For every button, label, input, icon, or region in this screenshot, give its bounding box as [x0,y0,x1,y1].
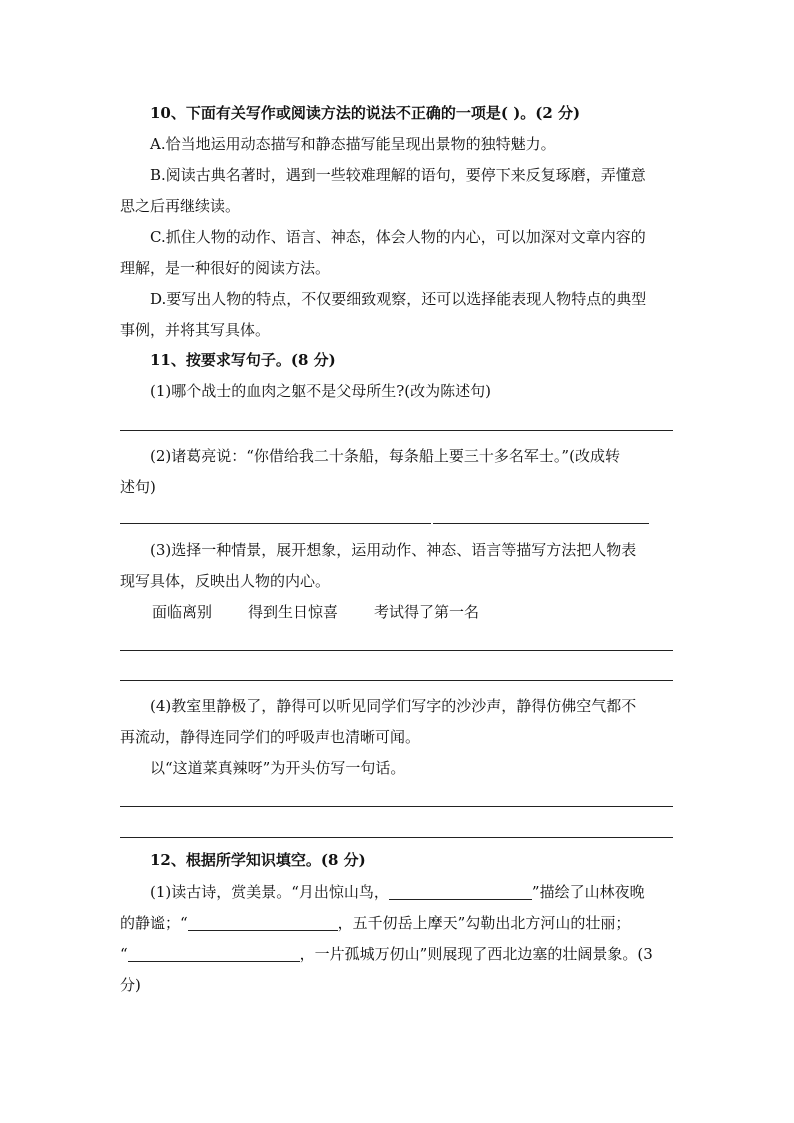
q12-line-4: 分) [120,976,141,994]
answer-line[interactable] [433,523,649,524]
q11-sentence-3-line1: (3)选择一种情景，展开想象，运用动作、神态、语言等描写方法把人物表 [150,541,637,559]
q12-line-1-end: ”描绘了山林夜晚 [531,883,645,901]
answer-line[interactable] [120,650,673,651]
q10-option-a: A.恰当地运用动态描写和静态描写能呈现出景物的独特魅力。 [150,135,556,153]
scenario-option: 面临离别 [152,603,213,621]
q12-line-3 [120,944,653,964]
q10-option-b-line1: B.阅读古典名著时，遇到一些较难理解的语句，要停下来反复琢磨，弄懂意 [150,166,646,184]
q10-title: 10、下面有关写作或阅读方法的说法不正确的一项是( )。(2 分) [150,104,581,122]
q11-sentence-4-line2: 再流动，静得连同学们的呼吸声也清晰可闻。 [120,728,421,746]
q11-sentence-4-line1: (4)教室里静极了，静得可以听见同学们写字的沙沙声，静得仿佛空气都不 [150,697,637,715]
q11-sentence-3-line2: 现写具体，反映出人物的内心。 [120,572,331,590]
answer-line[interactable] [120,680,673,681]
q10-option-d-line2: 事例，并将其写具体。 [120,321,271,339]
q12-line-3-start: “ [120,945,128,963]
q12-line-2-end: ，五千仞岳上摩天”勾勒出北方河山的壮丽； [337,914,631,932]
q11-sentence-4-instruction: 以“这道菜真辣呀”为开头仿写一句话。 [150,759,406,777]
q11-sentence-1: (1)哪个战士的血肉之躯不是父母所生?(改为陈述句) [150,382,491,400]
q12-line-3-end: ，一片孤城万仞山”则展现了西北边塞的壮阔景象。(3 [299,945,653,963]
fill-blank[interactable] [389,883,532,900]
q12-line-2-start: 的静谧；“ [120,914,188,932]
q10-option-b-line2: 思之后再继续读。 [120,197,241,215]
fill-blank[interactable] [188,914,338,931]
q12-title: 12、根据所学知识填空。(8 分) [150,851,366,869]
q10-option-d-line1: D.要写出人物的特点，不仅要细致观察，还可以选择能表现人物特点的典型 [150,290,647,308]
q11-sentence-2-line1: (2)诸葛亮说：“你借给我二十条船，每条船上要三十多名军士。”(改成转 [150,447,620,465]
scenario-option: 考试得了第一名 [374,603,480,621]
q11-title: 11、按要求写句子。(8 分) [150,351,336,369]
q10-option-c-line2: 理解，是一种很好的阅读方法。 [120,259,331,277]
answer-line[interactable] [120,837,673,838]
q12-line-2 [120,913,630,933]
answer-line[interactable] [120,523,431,524]
q11-sentence-2-line2: 述句) [120,478,156,496]
fill-blank[interactable] [128,945,300,962]
q12-line-1 [150,882,645,902]
q12-line-1-start: (1)读古诗，赏美景。“月出惊山鸟， [150,883,389,901]
answer-line[interactable] [120,430,673,431]
scenario-option: 得到生日惊喜 [248,603,339,621]
q10-option-c-line1: C.抓住人物的动作、语言、神态，体会人物的内心，可以加深对文章内容的 [150,228,646,246]
answer-line[interactable] [120,806,673,807]
